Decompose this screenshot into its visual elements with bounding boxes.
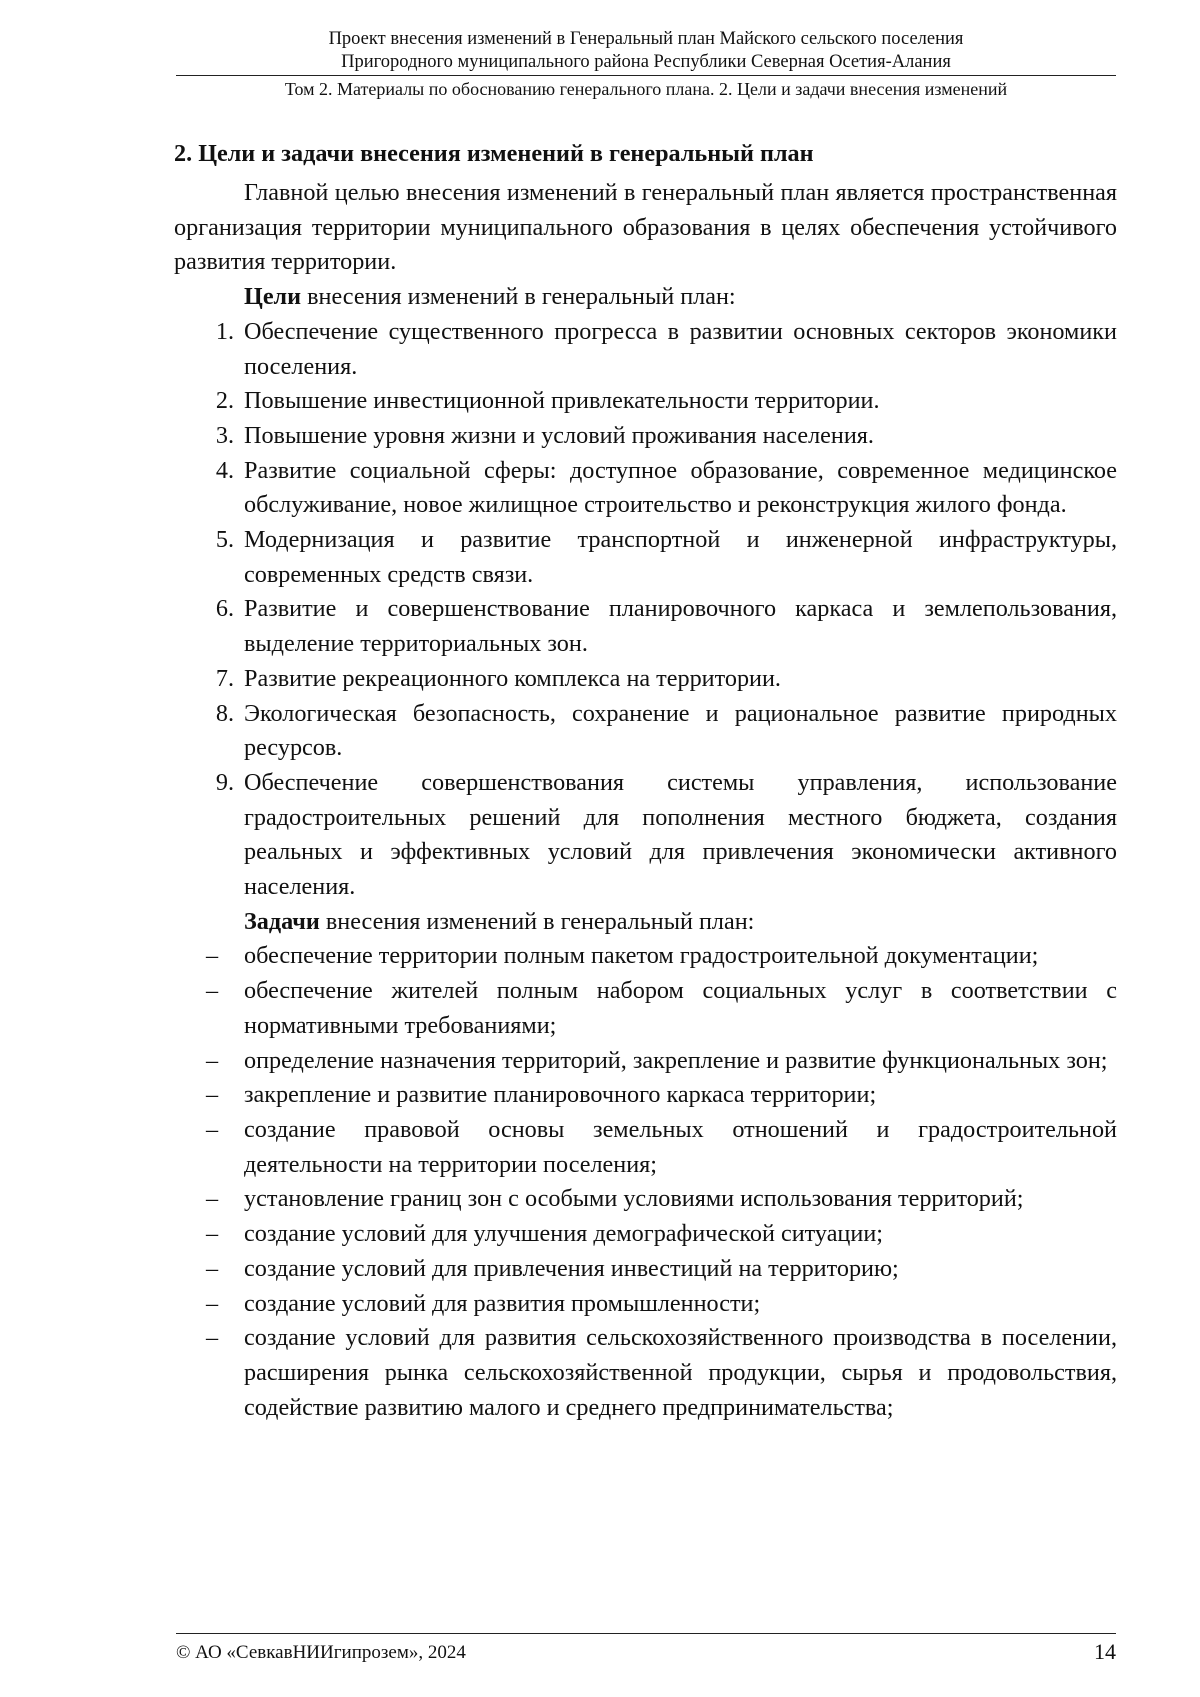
goal-item	[174, 454, 1117, 523]
task-dash: –	[206, 977, 219, 1005]
header-line-3: Том 2. Материалы по обоснованию генерального плана. 2. Цели и задачи внесения изменений	[284, 79, 1008, 99]
goal-number: 9.	[215, 768, 234, 796]
goal-item	[174, 662, 1117, 697]
task-text: обеспечение территории полным пакетом градостроительной документации;	[244, 942, 1039, 970]
task-item	[174, 1252, 1117, 1287]
goals-lead-bold: Цели	[244, 283, 302, 311]
goal-item	[174, 697, 1117, 766]
task-text: закрепление и развитие планировочного каркаса территории;	[244, 1081, 877, 1109]
task-item	[174, 1182, 1117, 1217]
goal-number: 1.	[215, 317, 234, 345]
footer-copyright: © АО «СевкавНИИгипрозем», 2024	[176, 1642, 466, 1663]
task-item	[174, 1113, 1117, 1182]
goals-lead	[174, 280, 1117, 315]
task-dash: –	[206, 1289, 219, 1317]
task-item	[174, 939, 1117, 974]
task-item	[174, 1044, 1117, 1079]
task-item	[174, 1078, 1117, 1113]
goal-text: Развитие социальной сферы: доступное образование, современное медицинское обслуживание, новое жилищное строительство и реконструкция жилого фонда.	[244, 456, 1117, 519]
goal-number: 4.	[215, 456, 234, 484]
goal-number: 3.	[215, 421, 234, 449]
task-text: создание условий для развития промышленности;	[244, 1289, 761, 1317]
header-rule	[176, 75, 1116, 76]
document-body	[174, 137, 1117, 1425]
goal-text: Модернизация и развитие транспортной и инженерной инфраструктуры, современных средств связи.	[244, 526, 1117, 588]
goal-number: 8.	[215, 699, 234, 727]
tasks-lead-bold: Задачи	[244, 907, 320, 935]
task-item	[174, 1287, 1117, 1322]
goal-text: Обеспечение совершенствования системы управления, использование градостроительных решений для пополнения местного бюджета, создания реальных и эффективных условий для привлечения экономически активного населения.	[244, 768, 1117, 901]
goal-item	[174, 523, 1117, 592]
tasks-lead	[174, 905, 1117, 940]
task-text: создание условий для привлечения инвестиций на территорию;	[244, 1254, 899, 1282]
goal-number: 6.	[215, 595, 234, 623]
task-dash: –	[206, 942, 219, 970]
task-item	[174, 1217, 1117, 1252]
goal-item	[174, 766, 1117, 905]
page-number: 14	[1094, 1639, 1116, 1664]
task-item	[174, 1321, 1117, 1425]
task-text: установление границ зон с особыми условиями использования территорий;	[244, 1185, 1024, 1213]
goals-list	[174, 315, 1117, 905]
task-dash: –	[206, 1115, 219, 1143]
tasks-lead-rest: внесения изменений в генеральный план:	[319, 907, 755, 935]
task-dash: –	[206, 1081, 219, 1109]
task-text: создание условий для улучшения демографической ситуации;	[244, 1220, 883, 1248]
task-dash: –	[206, 1185, 219, 1213]
header-line-2: Пригородного муниципального района Республики Северная Осетия-Алания	[341, 52, 951, 72]
task-dash: –	[206, 1046, 219, 1074]
goal-number: 5.	[215, 526, 234, 554]
task-dash: –	[206, 1220, 219, 1248]
task-item	[174, 974, 1117, 1043]
task-text: создание условий для развития сельскохозяйственного производства в поселении, расширения рынка сельскохозяйственной продукции, сырья и продовольствия, содействие развитию малого и среднего предпринимательства;	[244, 1324, 1117, 1421]
page-header	[176, 28, 1116, 101]
goal-item	[174, 592, 1117, 661]
task-dash: –	[206, 1254, 219, 1282]
goal-text: Повышение уровня жизни и условий проживания населения.	[244, 421, 874, 449]
task-text: определение назначения территорий, закрепление и развитие функциональных зон;	[244, 1046, 1108, 1074]
goal-number: 7.	[215, 664, 234, 692]
goal-text: Повышение инвестиционной привлекательности территории.	[244, 387, 880, 415]
goal-text: Развитие и совершенствование планировочного каркаса и землепользования, выделение территориальных зон.	[244, 595, 1117, 658]
goal-item	[174, 384, 1117, 419]
tasks-list	[174, 939, 1117, 1425]
task-dash: –	[206, 1324, 219, 1352]
goal-text: Развитие рекреационного комплекса на территории.	[244, 664, 781, 692]
intro-paragraph: Главной целью внесения изменений в генеральный план является пространственная организация территории муниципального образования в целях обеспечения устойчивого развития территории.	[174, 179, 1117, 276]
task-text: обеспечение жителей полным набором социальных услуг в соответствии с нормативными требованиями;	[244, 977, 1117, 1039]
goal-item	[174, 315, 1117, 384]
goal-item	[174, 419, 1117, 454]
page-footer	[176, 1633, 1116, 1664]
section-title: 2. Цели и задачи внесения изменений в генеральный план	[174, 140, 814, 167]
task-text: создание правовой основы земельных отношений и градостроительной деятельности на территории поселения;	[244, 1115, 1117, 1178]
goal-text: Экологическая безопасность, сохранение и рациональное развитие природных ресурсов.	[244, 699, 1117, 762]
header-line-1: Проект внесения изменений в Генеральный план Майского сельского поселения	[328, 29, 964, 49]
goal-text: Обеспечение существенного прогресса в развитии основных секторов экономики поселения.	[244, 317, 1117, 380]
goal-number: 2.	[215, 387, 234, 415]
goals-lead-rest: внесения изменений в генеральный план:	[301, 283, 736, 311]
